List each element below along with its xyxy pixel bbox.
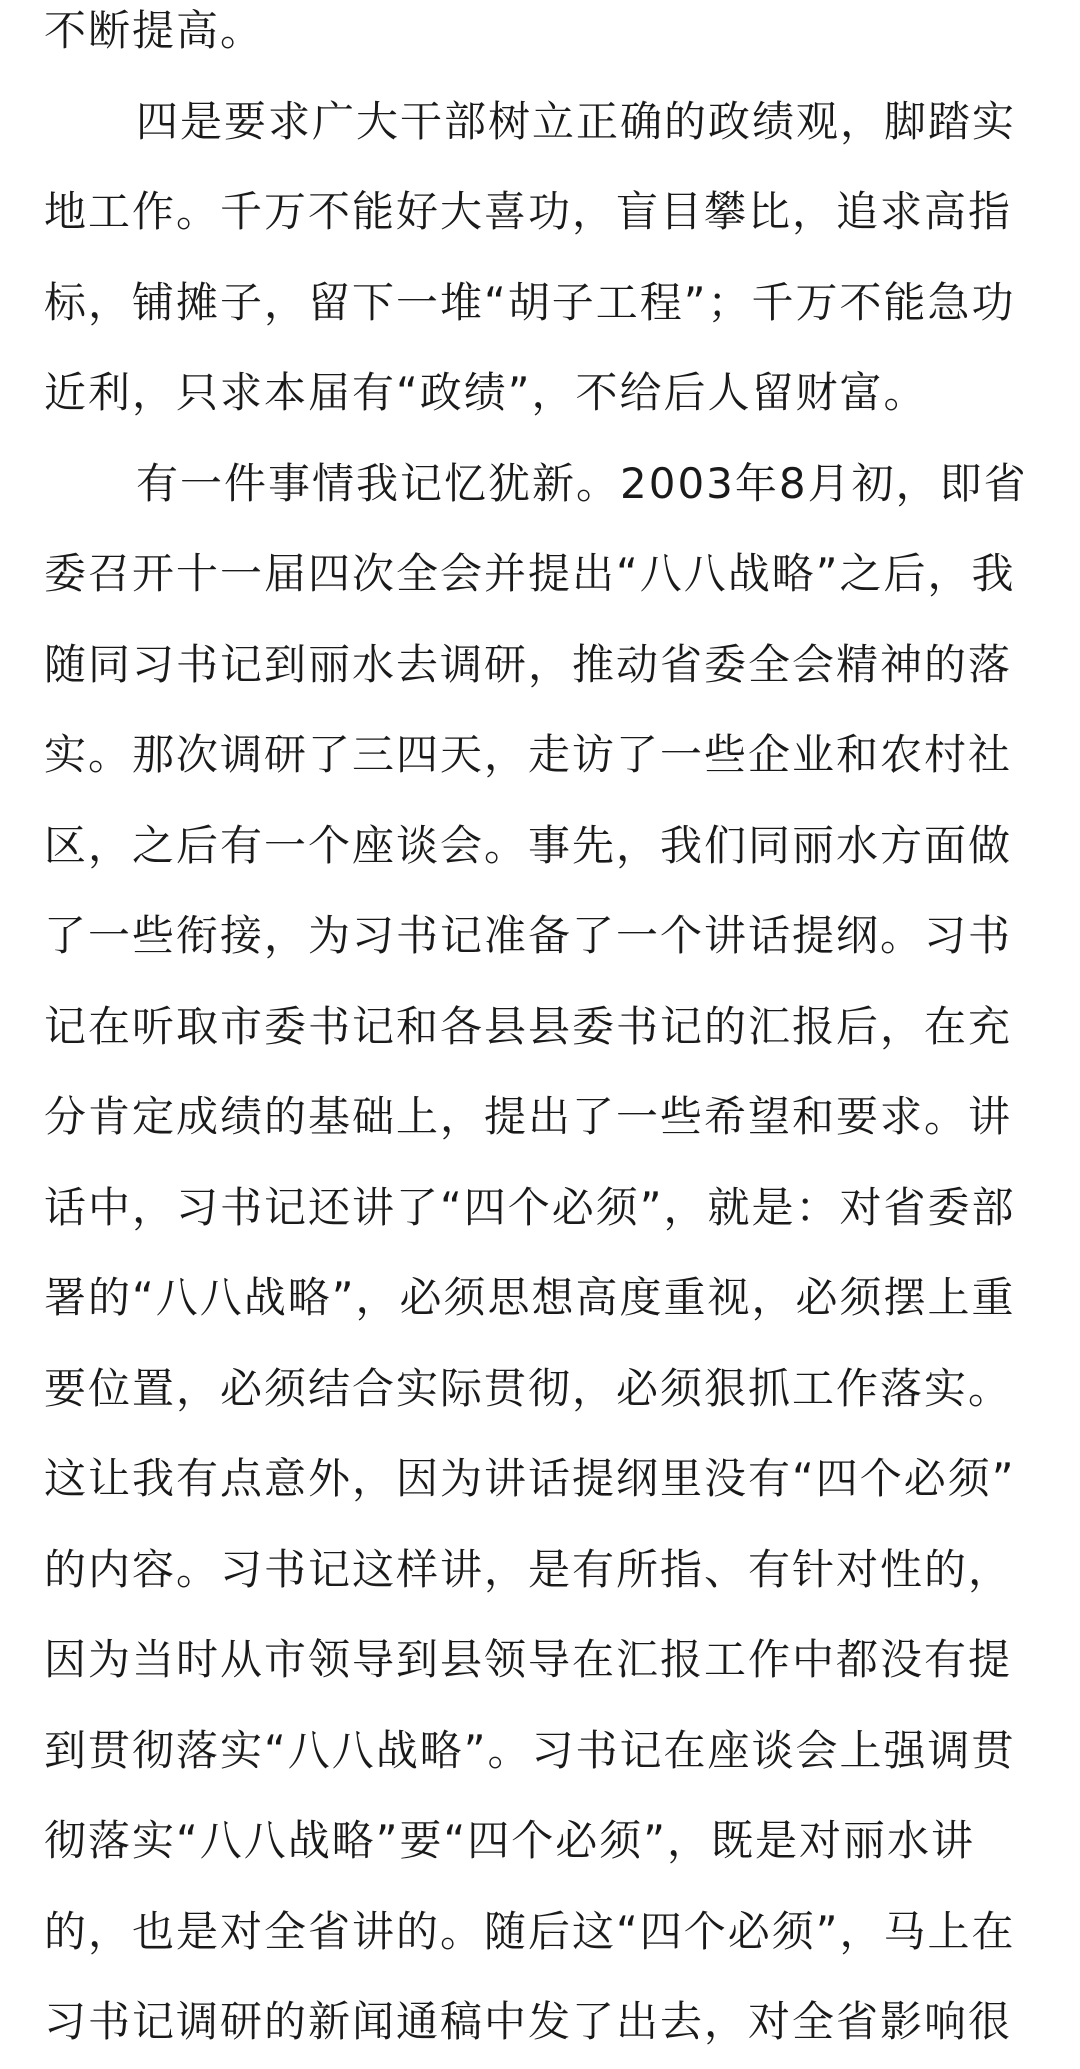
text-line-11: 了一些衔接，为习书记准备了一个讲话提纲。习书 xyxy=(44,911,1013,960)
text-line-2: 四是要求广大干部树立正确的政绩观，脚踏实 xyxy=(136,96,1017,146)
text-line-1: 不断提高。 xyxy=(44,6,265,55)
text-line-12: 记在听取市委书记和各县县委书记的汇报后，在充 xyxy=(44,1001,1013,1051)
text-line-9: 实。那次调研了三四天，走访了一些企业和农村社 xyxy=(44,730,1013,779)
text-line-6: 有一件事情我记忆犹新。2003年8月初，即省 xyxy=(136,458,1028,508)
text-line-21: 彻落实“八八战略”要“四个必须”，既是对丽水讲 xyxy=(44,1816,976,1865)
text-line-5: 近利，只求本届有“政绩”，不给后人留财富。 xyxy=(44,368,928,417)
text-line-23: 习书记调研的新闻通稿中发了出去，对全省影响很 xyxy=(44,1997,1013,2046)
text-line-20: 到贯彻落实“八八战略”。习书记在座谈会上强调贯 xyxy=(44,1725,1016,1775)
text-line-18: 的内容。习书记这样讲，是有所指、有针对性的， xyxy=(44,1544,1013,1594)
text-line-16: 要位置，必须结合实际贯彻，必须狠抓工作落实。 xyxy=(44,1363,1013,1413)
text-line-10: 区，之后有一个座谈会。事先，我们同丽水方面做 xyxy=(44,820,1013,870)
text-line-8: 随同习书记到丽水去调研，推动省委全会精神的落 xyxy=(44,639,1013,689)
text-line-3: 地工作。千万不能好大喜功，盲目攀比，追求高指 xyxy=(44,187,1013,236)
text-line-22: 的，也是对全省讲的。随后这“四个必须”，马上在 xyxy=(44,1906,1016,1956)
text-line-4: 标，铺摊子，留下一堆“胡子工程”；千万不能急功 xyxy=(44,277,1016,327)
text-line-19: 因为当时从市领导到县领导在汇报工作中都没有提 xyxy=(44,1635,1013,1684)
text-line-13: 分肯定成绩的基础上，提出了一些希望和要求。讲 xyxy=(44,1092,1013,1141)
text-line-17: 这让我有点意外，因为讲话提纲里没有“四个必须” xyxy=(44,1454,1016,1503)
text-line-14: 话中，习书记还讲了“四个必须”，就是：对省委部 xyxy=(44,1182,1016,1232)
text-line-7: 委召开十一届四次全会并提出“八八战略”之后，我 xyxy=(44,549,1016,598)
text-line-15: 署的“八八战略”，必须思想高度重视，必须摆上重 xyxy=(44,1273,1016,1322)
